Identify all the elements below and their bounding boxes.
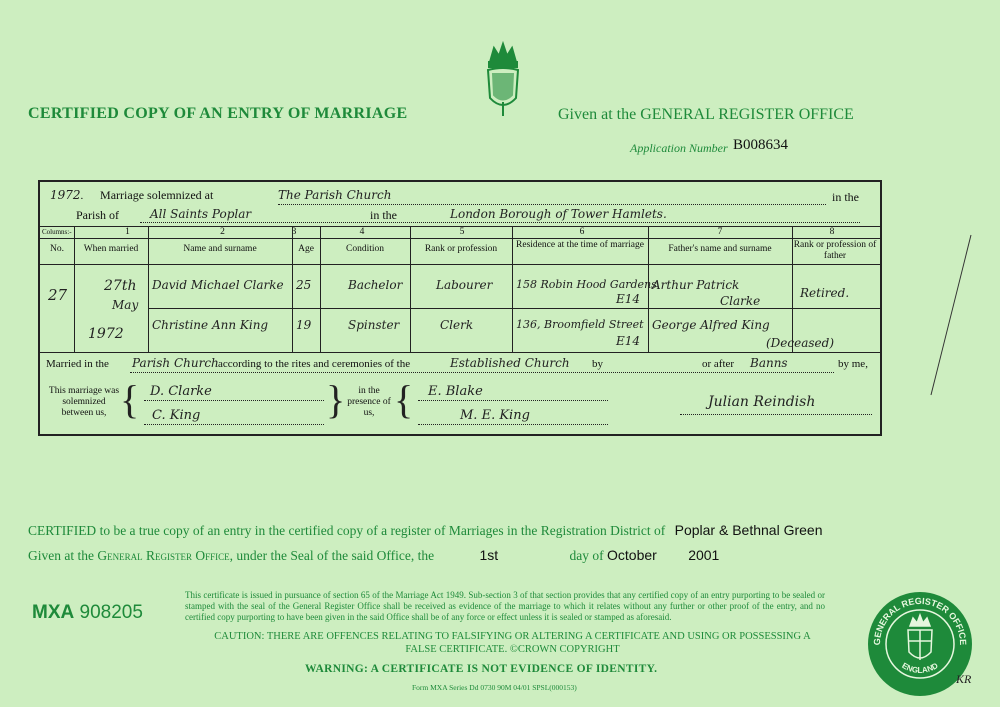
certified-text: to be a true copy of an entry in the certified copy of a register of Marriages in the Registration District of [99, 523, 666, 538]
when-married-day: 27th [104, 278, 137, 294]
pen-stroke-icon [926, 230, 976, 400]
witness-2: M. E. King [460, 408, 530, 423]
registration-district: Poplar & Bethnal Green [674, 522, 823, 538]
groom-residence: 158 Robin Hood Gardens [516, 278, 657, 291]
signature-groom: D. Clarke [150, 384, 212, 399]
entry-number: 27 [48, 286, 68, 304]
certified-word: CERTIFIED [28, 523, 97, 538]
groom-father-profession: Retired. [800, 286, 850, 300]
married-in-label: Married in the [46, 358, 109, 370]
signature-bride: C. King [152, 408, 201, 423]
groom-age: 25 [296, 278, 312, 292]
header-age: Age [298, 244, 314, 254]
application-number-label: Application Number [630, 141, 728, 155]
header-when-married: When married [83, 244, 139, 254]
header-condition: Condition [345, 244, 384, 254]
column-number: 1 [125, 227, 130, 237]
column-number: 3 [291, 227, 297, 237]
groom-profession: Labourer [436, 278, 493, 292]
column-number: 5 [459, 227, 465, 237]
parish-label: Parish of [76, 208, 119, 222]
application-number: B008634 [733, 137, 789, 153]
seal-text-bottom: ENGLAND [900, 660, 940, 675]
brace-right: } [326, 377, 346, 422]
register-entry [38, 180, 882, 436]
entry-year-dot: . [80, 190, 84, 202]
column-number: 6 [579, 227, 585, 237]
bride-age: 19 [296, 318, 312, 332]
caution-notice: CAUTION: THERE ARE OFFENCES RELATING TO FALSIFYING OR ALTERING A CERTIFICATE AND USING OR POSSESSING A FALSE CERTIFICATE. ©CROWN COPYRIGHT [214, 631, 811, 655]
parish-name: All Saints Poplar [150, 207, 252, 221]
header-father-rank: Rank or profession of father [793, 240, 877, 261]
rites-label: according to the rites and ceremonies of the [218, 358, 411, 370]
column-number: 8 [829, 227, 835, 237]
solemnized-between-label: This marriage was solemnized between us, [48, 386, 120, 418]
brace-witness: { [394, 377, 414, 422]
entry-year: 1972 [50, 188, 81, 202]
by-me-label: by me, [838, 358, 868, 370]
bride-father-name: George Alfred King [652, 318, 770, 332]
brace-left: { [120, 377, 140, 422]
bride-father-note: (Deceased) [766, 336, 835, 350]
entry-year-row [50, 188, 213, 203]
clerk-initials: KR [956, 672, 972, 686]
in-presence-label: in the presence of us, [347, 386, 391, 418]
given-statement [28, 547, 719, 564]
day-of-label: day of [569, 548, 604, 563]
district-name: London Borough of Tower Hamlets. [450, 207, 667, 221]
seal-text-top: GENERAL REGISTER OFFICE [871, 595, 969, 646]
when-married-month: May [112, 298, 139, 312]
rites: Established Church [450, 356, 570, 370]
serial-number [32, 602, 143, 624]
header-no: No. [50, 244, 64, 254]
marriage-solemnized-label: Marriage solemnized at [100, 188, 214, 202]
royal-crest-icon [468, 40, 538, 120]
column-number: 2 [220, 227, 225, 237]
marriage-place: The Parish Church [278, 188, 392, 202]
header-name: Name and surname [183, 244, 257, 254]
columns-label: Columns:- [42, 228, 72, 236]
groom-father-name: Arthur Patrick [652, 278, 740, 292]
officiant-signature: Julian Reindish [708, 394, 816, 410]
bride-residence-postcode: E14 [616, 334, 641, 348]
certified-day: 1st [479, 547, 499, 563]
given-text-a: Given at the [28, 548, 94, 563]
serial-prefix: MXA [32, 602, 75, 623]
groom-father-surname: Clarke [720, 294, 761, 308]
witness-1: E. Blake [428, 384, 483, 399]
groom-residence-postcode: E14 [616, 292, 641, 306]
identity-warning: WARNING: A CERTIFICATE IS NOT EVIDENCE OF IDENTITY. [305, 663, 658, 675]
married-in-place: Parish Church [132, 356, 219, 370]
when-married-year: 1972 [88, 326, 124, 342]
form-code: Form MXA Series Dd 0730 90M 04/01 SPSL(000153) [412, 683, 577, 692]
certification-statement [28, 522, 823, 539]
or-after-value: Banns [750, 356, 788, 370]
column-number: 7 [717, 227, 723, 237]
by-label: by [592, 358, 603, 370]
or-after-label: or after [702, 358, 735, 370]
statutory-notice: This certificate is issued in pursuance of section 65 of the Marriage Act 1949. Sub-section 3 of that section provides that any certified copy of an entry purporting to be sealed or stamped with the seal of the General Register Office shall be received as evidence of the marriage to which it relates without any further or other proof of the entry, and no certified copy purporting to have been given in the said Office shall be of any force or effect unless it is sealed or stamped as aforesaid. [185, 590, 825, 622]
certified-month: October [607, 547, 657, 563]
header-father: Father's name and surname [668, 244, 772, 254]
document-title: CERTIFIED COPY OF AN ENTRY OF MARRIAGE [28, 105, 408, 122]
given-text-b: General Register Office [97, 548, 230, 563]
bride-condition: Spinster [348, 318, 400, 332]
header-rank: Rank or profession [424, 244, 498, 254]
header-residence: Residence at the time of marriage [516, 240, 644, 250]
bride-residence: 136, Broomfield Street [516, 318, 644, 331]
in-the-label-2: in the [370, 208, 397, 222]
in-the-label: in the [832, 190, 859, 204]
serial-digits: 908205 [79, 602, 143, 623]
groom-name: David Michael Clarke [152, 278, 284, 292]
issuing-office: Given at the GENERAL REGISTER OFFICE [558, 106, 854, 123]
column-number: 4 [359, 227, 365, 237]
groom-condition: Bachelor [348, 278, 403, 292]
bride-profession: Clerk [440, 318, 474, 332]
certified-year: 2001 [688, 547, 720, 563]
bride-name: Christine Ann King [152, 318, 269, 332]
given-text-c: , under the Seal of the said Office, the [229, 548, 435, 563]
